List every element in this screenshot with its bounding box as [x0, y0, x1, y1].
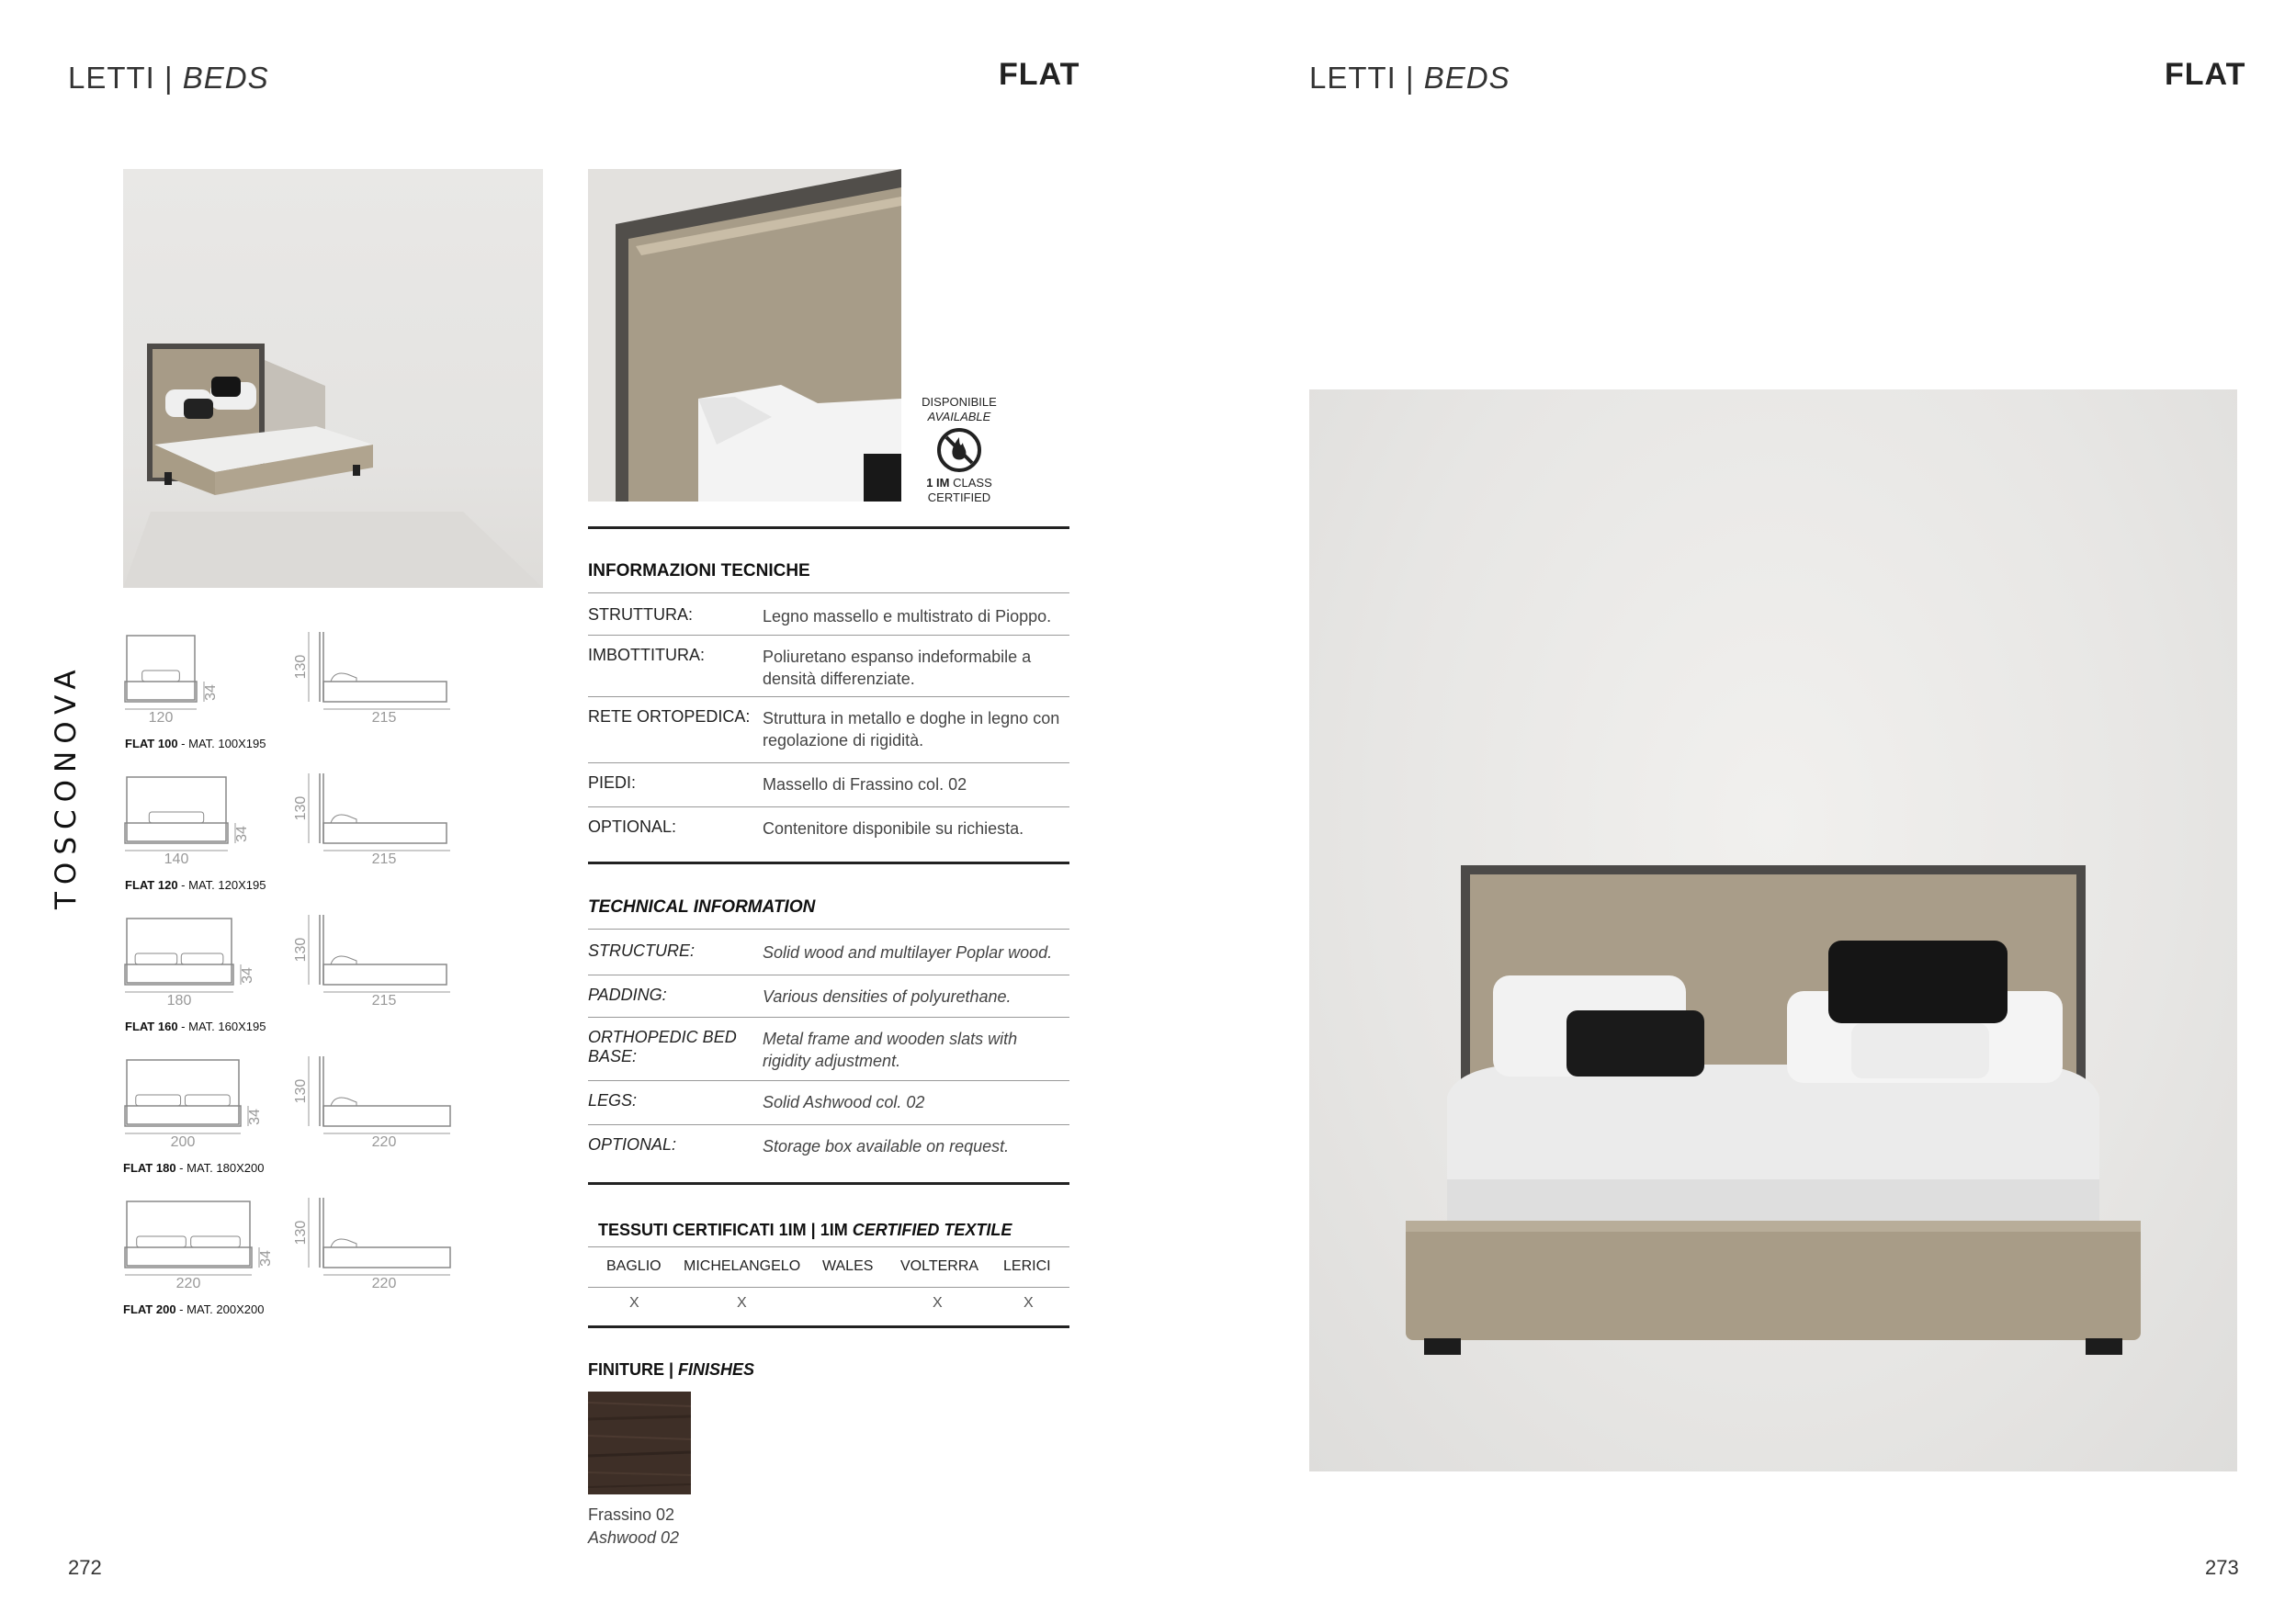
textiles-bottom-rule [588, 1325, 1069, 1328]
spec-row-rule [588, 635, 1069, 636]
dimension-model: FLAT 160 [125, 1020, 178, 1033]
spec-label: PADDING: [588, 986, 667, 1004]
spec-label: PIEDI: [588, 773, 637, 792]
right-category-it: LETTI [1309, 61, 1397, 95]
dim-base-height-label: 34 [240, 967, 255, 984]
finishes-title [588, 1360, 754, 1380]
spec-label: OPTIONAL: [588, 817, 677, 836]
spec-row [588, 605, 1069, 631]
dim-base-height-label: 34 [234, 826, 250, 842]
spec-value: Various densities of polyurethane. [763, 987, 1012, 1006]
dimension-mattress: - MAT. 200X200 [175, 1302, 265, 1316]
dimension-drawing [119, 907, 469, 1009]
spec-value: Massello di Frassino col. 02 [763, 775, 967, 794]
spec-row [588, 1028, 1069, 1072]
spec-row [588, 646, 1069, 690]
dimension-model: FLAT 180 [123, 1161, 176, 1175]
bed-room-photo [123, 169, 543, 588]
left-header-sep: | [154, 61, 183, 95]
dim-width-label: 140 [164, 851, 189, 867]
cert-class-line: 1 IM CLASS [926, 476, 992, 490]
dim-width-label: 220 [175, 1276, 201, 1291]
cert-available-en: AVAILABLE [927, 410, 991, 423]
textiles-title [598, 1221, 1012, 1240]
dim-height-label: 130 [293, 654, 309, 680]
dimension-caption [123, 1161, 264, 1175]
textile-availability: X [737, 1295, 747, 1311]
spec-label: STRUTTURA: [588, 605, 693, 624]
right-model-title: FLAT [2165, 57, 2246, 92]
spec-label: OPTIONAL: [588, 1135, 677, 1154]
dimension-drawing [119, 1049, 469, 1150]
left-category-it: LETTI [68, 61, 155, 95]
dimension-model: FLAT 100 [125, 737, 178, 750]
fire-certification-badge [908, 395, 1011, 505]
textiles-title-it: TESSUTI CERTIFICATI 1IM | 1IM [598, 1221, 853, 1239]
spec-row-rule [588, 806, 1069, 807]
spec-value: Solid Ashwood col. 02 [763, 1093, 925, 1111]
dim-length-label: 220 [371, 1134, 397, 1150]
tech-it-title: INFORMAZIONI TECNICHE [588, 561, 810, 581]
dim-width-label: 120 [148, 710, 174, 726]
spec-row [588, 707, 1069, 751]
spec-row-rule [588, 696, 1069, 697]
tech-en-top-rule [588, 862, 1069, 864]
cert-certified: CERTIFIED [927, 490, 991, 504]
headboard-detail-illustration [588, 169, 901, 502]
spec-row [588, 1091, 1069, 1117]
dim-width-label: 200 [170, 1134, 196, 1150]
textiles-title-en: CERTIFIED TEXTILE [852, 1221, 1012, 1239]
textiles-header-row [588, 1258, 1069, 1280]
brand-name: TOSCONOVA [50, 662, 83, 909]
left-model-title: FLAT [999, 57, 1080, 92]
dimension-drawing [119, 625, 469, 726]
left-page-number: 272 [68, 1556, 102, 1579]
textiles-header-rule [588, 1287, 1069, 1288]
dim-height-label: 130 [293, 937, 309, 963]
textiles-top-rule [588, 1182, 1069, 1185]
textile-availability: X [629, 1295, 639, 1311]
spec-value: Contenitore disponibile su richiesta. [763, 819, 1024, 838]
fire-class-icon [935, 426, 983, 474]
dim-length-label: 215 [371, 851, 397, 867]
dim-length-label: 215 [371, 993, 397, 1009]
textile-column-header: WALES [822, 1258, 874, 1274]
spec-row [588, 986, 1069, 1011]
spec-label: IMBOTTITURA: [588, 646, 705, 664]
spec-value: Poliuretano espanso indeformabile a densità differenziate. [763, 648, 1032, 688]
right-category-en: BEDS [1423, 61, 1510, 95]
spec-label: RETE ORTOPEDICA: [588, 707, 751, 726]
spec-row [588, 1135, 1069, 1161]
right-header-sep: | [1396, 61, 1424, 95]
spec-label: LEGS: [588, 1091, 638, 1110]
spec-value: Struttura in metallo e doghe in legno con regolazione di rigidità. [763, 709, 1060, 750]
left-section-header [68, 61, 269, 96]
tech-it-top-rule [588, 526, 1069, 529]
headboard-detail-photo [588, 169, 901, 502]
spec-label: STRUCTURE: [588, 941, 695, 960]
dimension-drawing [119, 766, 469, 867]
right-page-number: 273 [2205, 1556, 2239, 1579]
spec-row-rule [588, 1017, 1069, 1018]
dimension-mattress: - MAT. 160X195 [177, 1020, 266, 1033]
dim-length-label: 220 [371, 1276, 397, 1291]
spec-value: Storage box available on request. [763, 1137, 1010, 1155]
dimension-drawing [119, 1190, 469, 1291]
dim-base-height-label: 34 [258, 1250, 274, 1267]
spec-row [588, 817, 1069, 843]
textile-column-header: MICHELANGELO [684, 1258, 801, 1274]
spec-row-rule [588, 1080, 1069, 1081]
spec-row-rule [588, 929, 1069, 930]
right-section-header [1309, 61, 1510, 96]
textile-column-header: VOLTERRA [900, 1258, 979, 1274]
spec-value: Solid wood and multilayer Poplar wood. [763, 943, 1053, 962]
spec-value: Legno massello e multistrato di Pioppo. [763, 607, 1052, 626]
finish-swatch-ashwood [588, 1392, 691, 1494]
spec-row [588, 773, 1069, 799]
spec-row-rule [588, 592, 1069, 593]
dimension-mattress: - MAT. 100X195 [177, 737, 266, 750]
finishes-title-en: FINISHES [678, 1360, 755, 1379]
bed-front-illustration [1309, 389, 2237, 1471]
spec-row-rule [588, 1124, 1069, 1125]
finish-name-it: Frassino 02 [588, 1505, 675, 1524]
dimension-model: FLAT 120 [125, 878, 178, 892]
dim-height-label: 130 [293, 1078, 309, 1104]
finish-name-en: Ashwood 02 [588, 1528, 680, 1547]
dimension-drawings [119, 625, 469, 1332]
left-category-en: BEDS [182, 61, 269, 95]
dimension-caption [125, 878, 266, 892]
dim-base-height-label: 34 [247, 1109, 263, 1125]
cert-available-it: DISPONIBILE [922, 395, 997, 409]
dimension-caption [125, 737, 266, 750]
tech-en-title: TECHNICAL INFORMATION [588, 897, 816, 917]
dimension-caption [123, 1302, 264, 1316]
dim-width-label: 180 [166, 993, 192, 1009]
dimension-model: FLAT 200 [123, 1302, 176, 1316]
spec-label: ORTHOPEDIC BED BASE: [588, 1028, 737, 1065]
bed-room-illustration [123, 169, 543, 588]
wood-grain-texture [588, 1392, 691, 1494]
dim-height-label: 130 [293, 795, 309, 821]
textile-availability: X [933, 1295, 943, 1311]
dimension-caption [125, 1020, 266, 1033]
textiles-title-rule [588, 1246, 1069, 1247]
spec-value: Metal frame and wooden slats with rigidity adjustment. [763, 1030, 1018, 1070]
textile-availability: X [1024, 1295, 1034, 1311]
textile-column-header: LERICI [1003, 1258, 1051, 1274]
textile-column-header: BAGLIO [606, 1258, 662, 1274]
dim-height-label: 130 [293, 1220, 309, 1246]
spec-row-rule [588, 762, 1069, 763]
dim-length-label: 215 [371, 710, 397, 726]
dimension-mattress: - MAT. 120X195 [177, 878, 266, 892]
finishes-title-it: FINITURE | [588, 1360, 679, 1379]
dim-base-height-label: 34 [203, 684, 219, 701]
dimension-mattress: - MAT. 180X200 [175, 1161, 265, 1175]
spec-row [588, 941, 1069, 967]
textiles-value-row [588, 1295, 1069, 1317]
bed-front-photo [1309, 389, 2237, 1471]
